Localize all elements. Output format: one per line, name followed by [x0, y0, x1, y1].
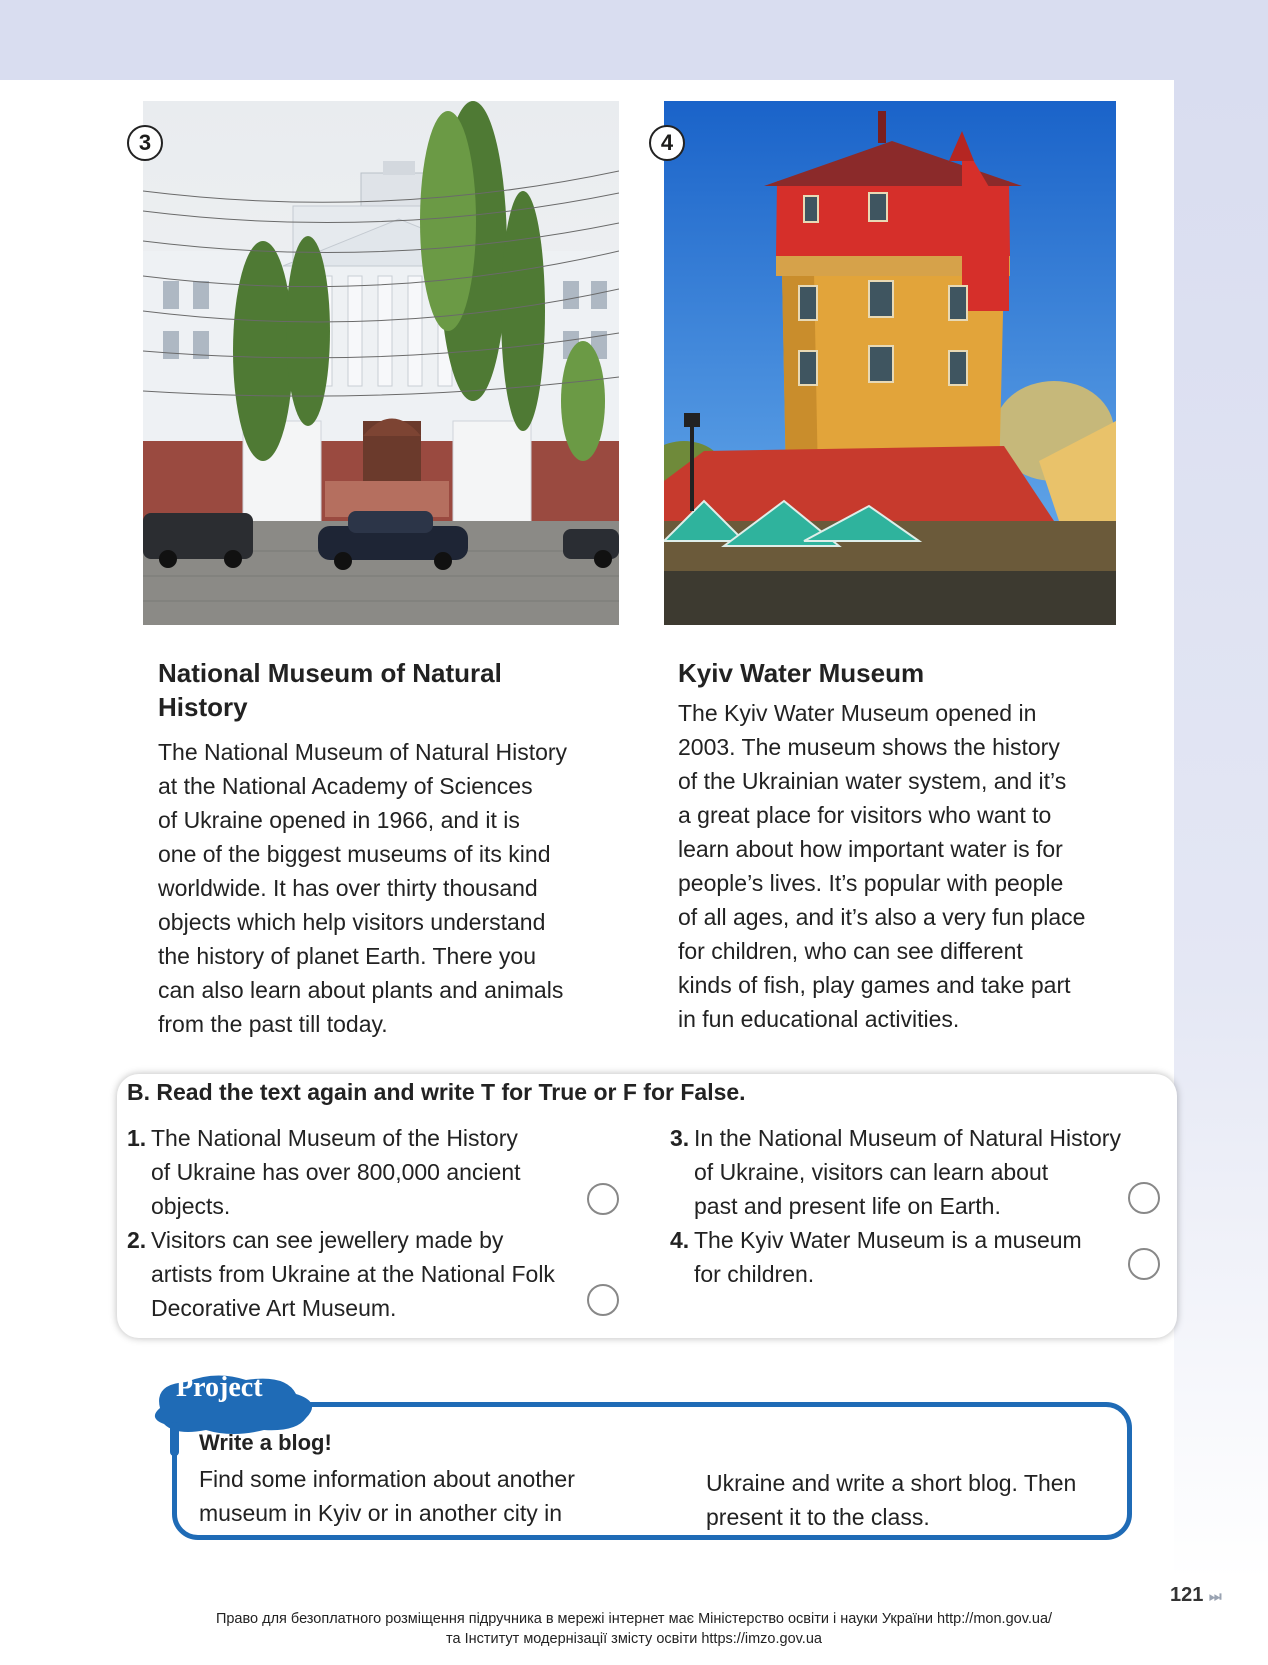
next-page-icon: ⏭: [1208, 1588, 1222, 1604]
item-number: 4.: [670, 1227, 690, 1253]
item-number: 3.: [670, 1125, 690, 1151]
photo-number-badge: 3: [127, 125, 163, 161]
water-museum-photo: [664, 101, 1116, 625]
footer-line: Право для безоплатного розміщення підручника в мережі інтернет має Міністерство освіти і науки України http://mon.gov.ua/: [215, 1611, 1053, 1627]
top-band: [0, 0, 1268, 80]
exercise-item: [127, 1121, 587, 1231]
item-text: The Kyiv Water Museum is a museum for children.: [694, 1227, 1082, 1287]
side-band: [1174, 80, 1268, 1580]
museum-title-line: National Museum of Natural: [158, 658, 502, 688]
project-title: Write a blog!: [199, 1430, 332, 1455]
museum-title-line: History: [158, 692, 248, 722]
answer-circle[interactable]: [587, 1284, 619, 1316]
answer-circle[interactable]: [1128, 1182, 1160, 1214]
exercise-item: [127, 1223, 587, 1333]
museum-title: Kyiv Water Museum: [678, 658, 925, 688]
footer-line: та Інститут модернізації змісту освіти https://imzo.gov.ua: [446, 1631, 822, 1647]
exercise-item: [670, 1121, 1150, 1231]
museum-description: The Kyiv Water Museum opened in 2003. The museum shows the history of the Ukrainian water system, and it’s a great place for visitors who want to learn about how important water is for people’s lives. It’s popular with people of all ages, and it’s also a very fun place for children, who can see different kinds of fish, play games and take part in fun educational activities.: [678, 700, 1086, 1032]
item-text: The National Museum of the History of Ukraine has over 800,000 ancient objects.: [151, 1125, 521, 1219]
exercise-item: [670, 1223, 1130, 1303]
item-number: 2.: [127, 1227, 147, 1253]
item-text: In the National Museum of Natural History of Ukraine, visitors can learn about past and present life on Earth.: [694, 1125, 1121, 1219]
item-number: 1.: [127, 1125, 147, 1151]
item-text: Visitors can see jewellery made by artists from Ukraine at the National Folk Decorative Art Museum.: [151, 1227, 555, 1321]
project-label: Project: [176, 1372, 263, 1403]
page-number: [1170, 1584, 1222, 1607]
museum-description: The National Museum of Natural History at the National Academy of Sciences of Ukraine opened in 1966, and it is one of the biggest museums of its kind worldwide. It has over thirty thousand objects which help visitors understand the history of planet Earth. There you can also learn about plants and animals from the past till today.: [158, 739, 568, 1037]
photo-number-badge: 4: [649, 125, 685, 161]
exercise-instruction: B. Read the text again and write T for True or F for False.: [127, 1079, 746, 1105]
project-text: Ukraine and write a short blog. Then present it to the class.: [706, 1470, 1077, 1530]
natural-history-museum-photo: [143, 101, 619, 625]
answer-circle[interactable]: [1128, 1248, 1160, 1280]
page-number-value: 121: [1170, 1584, 1204, 1606]
answer-circle[interactable]: [587, 1183, 619, 1215]
project-text: Find some information about another museum in Kyiv or in another city in: [199, 1466, 575, 1526]
museum-title: [158, 656, 502, 724]
